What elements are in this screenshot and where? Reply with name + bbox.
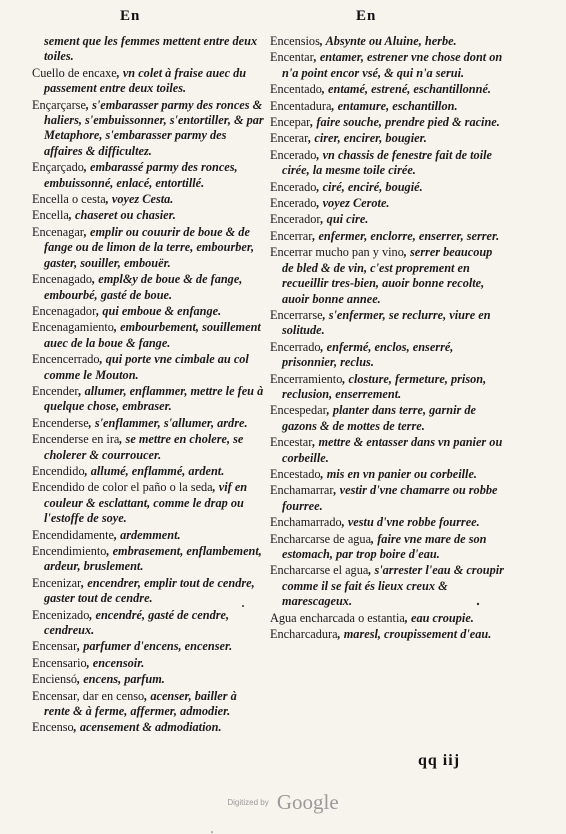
entry-translation: , acensement & admodiation.: [73, 720, 222, 735]
entry-headword: Encenderse en ira: [32, 432, 120, 447]
watermark-brand: Google: [276, 790, 339, 814]
dictionary-entry: [32, 304, 264, 319]
left-column: [32, 34, 264, 737]
running-head-left: En: [120, 8, 141, 24]
digitized-watermark: [0, 790, 566, 815]
dictionary-entry: [32, 480, 264, 526]
dictionary-entry: [32, 528, 264, 543]
entry-headword: Encerado: [270, 179, 317, 194]
entry-translation: , empl&y de boue & de fange, embourbé, gasté de boue.: [44, 272, 243, 302]
entry-headword: Encentadura: [270, 98, 332, 113]
dictionary-entry: [32, 544, 264, 575]
right-column: [270, 34, 506, 643]
entry-headword: Encerrar: [270, 228, 313, 243]
dictionary-entry: [270, 34, 506, 49]
entry-translation: , qui porte vne cimbale au col comme le Mouton.: [44, 352, 249, 382]
entry-translation: , emplir ou couurir de boue & de fange ou de limon de la terre, embourber, gaster, souiller, embouër.: [44, 224, 255, 270]
entry-translation: , allumé, enflammé, ardent.: [84, 463, 225, 478]
entry-headword: Ençarçado: [32, 160, 84, 175]
entry-headword: Encendidamente: [32, 527, 114, 542]
dictionary-entry: [270, 115, 506, 130]
entry-headword: Encestar: [270, 435, 313, 450]
entry-headword: Encendido de color el paño o la seda: [32, 480, 213, 495]
entry-headword: Encentado: [270, 82, 322, 97]
entry-translation: , parfumer d'encens, encenser.: [77, 639, 233, 654]
dictionary-entry: [32, 352, 264, 383]
entry-translation: , mis en vn panier ou corbeille.: [320, 466, 477, 481]
entry-translation: , enfermé, enclos, enserré, prisonnier, reclus.: [282, 339, 454, 370]
dictionary-entry: [270, 467, 506, 482]
dictionary-entry: [270, 131, 506, 146]
entry-translation: , acenser, bailler à rente & à ferme, affermer, admodier.: [44, 688, 237, 719]
dictionary-entry: [270, 212, 506, 227]
dictionary-entry: [270, 403, 506, 434]
entry-headword: Encenso: [32, 720, 74, 735]
entry-translation: , encendré, gasté de cendre, cendreux.: [44, 607, 230, 638]
entry-translation: , entamer, estrener vne chose dont on n'a point encor vsé, & qui n'a serui.: [282, 50, 503, 80]
entry-translation: , encensoir.: [86, 655, 145, 670]
dictionary-entry: [270, 245, 506, 307]
dictionary-entry: [32, 416, 264, 431]
dictionary-entry: [32, 208, 264, 223]
entry-headword: Encensar: [32, 639, 78, 654]
entry-headword: Encendido: [32, 463, 85, 478]
entry-translation: , closture, fermeture, prison, reclusion, enserrement.: [282, 371, 487, 401]
entry-translation: , ardemment.: [113, 527, 181, 542]
entry-translation: , maresl, croupissement d'eau.: [337, 627, 492, 642]
entry-translation: , qui cire.: [320, 212, 369, 227]
entry-headword: Cuello de encaxe: [32, 65, 117, 80]
dictionary-entry: [32, 639, 264, 654]
entry-headword: Encenagar: [32, 224, 84, 239]
entry-headword: Encenagamiento: [32, 320, 114, 335]
watermark-prefix: Digitized by: [227, 798, 269, 807]
dictionary-entry: [32, 34, 264, 65]
dictionary-entry: [270, 515, 506, 530]
dictionary-entry: [270, 340, 506, 371]
entry-translation: , vestu d'vne robbe fourree.: [341, 515, 480, 530]
dictionary-entry: [32, 66, 264, 97]
entry-headword: Encenagador: [32, 303, 97, 318]
entry-translation: , vif en couleur & esclattant, comme le drap ou l'estoffe de soye.: [44, 480, 248, 526]
dictionary-entry: [270, 611, 506, 626]
entry-translation: , eau croupie.: [404, 610, 474, 625]
entry-headword: Encenderse: [32, 415, 89, 430]
dictionary-entry: [32, 384, 264, 415]
entry-headword: Encespedar: [270, 403, 327, 418]
entry-translation: , voyez Cesta.: [105, 192, 174, 207]
entry-headword: Encestado: [270, 466, 321, 481]
dictionary-entry: [32, 160, 264, 191]
entry-headword: Enchamarrar: [270, 483, 334, 498]
entry-headword: Encepar: [270, 115, 311, 130]
dictionary-entry: [32, 320, 264, 351]
dictionary-entry: [32, 272, 264, 303]
entry-translation: , s'embarasser parmy des ronces & haliers, s'embuissonner, s'entortiller, & par Metaphore, s'embarasser parmy des affaires & difficultez.: [44, 97, 264, 158]
dictionary-entry: [32, 464, 264, 479]
entry-headword: Encharcarse de agua: [270, 531, 372, 546]
entry-headword: Encencerrado: [32, 352, 100, 367]
entry-headword: Encerado: [270, 196, 317, 211]
entry-translation: , s'enfermer, se reclurre, viure en solitude.: [282, 307, 491, 338]
dictionary-entry: [270, 532, 506, 563]
entry-translation: , encens, parfum.: [77, 672, 165, 687]
entry-translation: , s'arrester l'eau & croupir comme il se fait és lieux creux & marescageux.: [282, 563, 504, 609]
dictionary-entry: [32, 608, 264, 639]
dictionary-entry: [270, 435, 506, 466]
entry-headword: Encensario: [32, 655, 87, 670]
dictionary-entry: [270, 82, 506, 97]
entry-translation: , faire vne mare de son estomach, par trop boire d'eau.: [282, 531, 487, 561]
entry-translation: , s'enflammer, s'allumer, ardre.: [88, 415, 248, 430]
entry-headword: Encerador: [270, 212, 321, 227]
entry-translation: , Absynte ou Aluine, herbe.: [319, 34, 457, 48]
entry-translation: , entamé, estrené, eschantillonné.: [321, 82, 491, 97]
entry-translation: , encendrer, emplir tout de cendre, gaster tout de cendre.: [44, 575, 255, 606]
entry-translation: , chaseret ou chasier.: [68, 208, 176, 223]
dictionary-entry: [270, 196, 506, 211]
dictionary-entry: [270, 180, 506, 195]
entry-translation: , embrasement, enflambement, ardeur, bruslement.: [44, 544, 262, 574]
entry-translation: , mettre & entasser dans vn panier ou corbeille.: [282, 435, 503, 465]
entry-headword: Ençarçarse: [32, 97, 86, 112]
entry-translation: sement que les femmes mettent entre deux toiles.: [44, 34, 258, 64]
dictionary-entry: [270, 50, 506, 81]
entry-headword: Encerramiento: [270, 371, 343, 386]
entry-headword: Encharcadura: [270, 627, 338, 642]
dictionary-entry: [32, 656, 264, 671]
dictionary-entry: [270, 229, 506, 244]
entry-headword: Encella o cesta: [32, 192, 106, 207]
entry-translation: , voyez Cerote.: [316, 196, 390, 211]
entry-headword: Encerrarse: [270, 307, 323, 322]
dictionary-entry: [270, 308, 506, 339]
entry-headword: Enciensó: [32, 672, 78, 687]
entry-translation: , enfermer, enclorre, enserrer, serrer.: [312, 228, 500, 243]
entry-headword: Encenizar: [32, 575, 82, 590]
entry-headword: Encerar: [270, 131, 309, 146]
dictionary-entry: [270, 372, 506, 403]
entry-headword: Encender: [32, 383, 79, 398]
entry-headword: Encensar, dar en censo: [32, 688, 145, 703]
dictionary-entry: [32, 432, 264, 463]
dictionary-entry: [270, 563, 506, 609]
entry-headword: Encenagado: [32, 272, 93, 287]
entry-headword: Encerrar mucho pan y vino: [270, 245, 404, 260]
dictionary-entry: [270, 483, 506, 514]
dictionary-entry: [32, 192, 264, 207]
entry-translation: , faire souche, prendre pied & racine.: [310, 115, 500, 130]
dictionary-entry: [270, 627, 506, 642]
entry-translation: , serrer beaucoup de bled & de vin, c'est proprement en recueillir tres-bien, auoir bonne recolte, auoir bonne annee.: [282, 245, 493, 306]
entry-translation: , vestir d'vne chamarre ou robbe fourree.: [282, 483, 498, 513]
entry-headword: Encella: [32, 208, 69, 223]
dictionary-entry: [32, 98, 264, 160]
entry-translation: , vn colet à fraise auec du passement entre deux toiles.: [44, 65, 247, 96]
entry-headword: Encharcarse el agua: [270, 563, 369, 578]
entry-translation: , embourbement, souillement auec de la boue & fange.: [44, 320, 261, 350]
entry-translation: , cirer, encirer, bougier.: [308, 131, 427, 146]
entry-headword: Encentar: [270, 50, 314, 65]
entry-translation: , se mettre en cholere, se cholerer & courroucer.: [44, 432, 244, 462]
signature-mark: qq iij: [418, 752, 461, 769]
entry-headword: Encerado: [270, 147, 317, 162]
entry-translation: , vn chassis de fenestre fait de toile cirée, la mesme toile cirée.: [282, 147, 492, 178]
dictionary-entry: [32, 720, 264, 735]
entry-headword: Encerrado: [270, 339, 321, 354]
entry-headword: Encendimiento: [32, 544, 107, 558]
entry-headword: Enchamarrado: [270, 515, 342, 530]
dictionary-entry: [32, 225, 264, 271]
entry-translation: , entamure, eschantillon.: [331, 98, 458, 113]
entry-translation: , allumer, enflammer, mettre le feu à quelque chose, embraser.: [44, 383, 264, 414]
entry-translation: , ciré, enciré, bougié.: [316, 179, 423, 194]
entry-translation: , qui emboue & enfange.: [96, 303, 222, 318]
dictionary-entry: [270, 99, 506, 114]
dictionary-entry: [32, 576, 264, 607]
dictionary-entry: [270, 148, 506, 179]
dictionary-entry: [32, 689, 264, 720]
entry-headword: Agua encharcada o estantia: [270, 610, 405, 625]
entry-headword: Encenizado: [32, 607, 90, 622]
entry-headword: Encensios: [270, 34, 320, 48]
entry-translation: , embarassé parmy des ronces, embuissonné, enlacé, entortillé.: [44, 160, 238, 190]
entry-translation: , planter dans terre, garnir de gazons & de mottes de terre.: [282, 403, 476, 433]
dictionary-entry: [32, 672, 264, 687]
running-head-right: En: [356, 8, 377, 24]
